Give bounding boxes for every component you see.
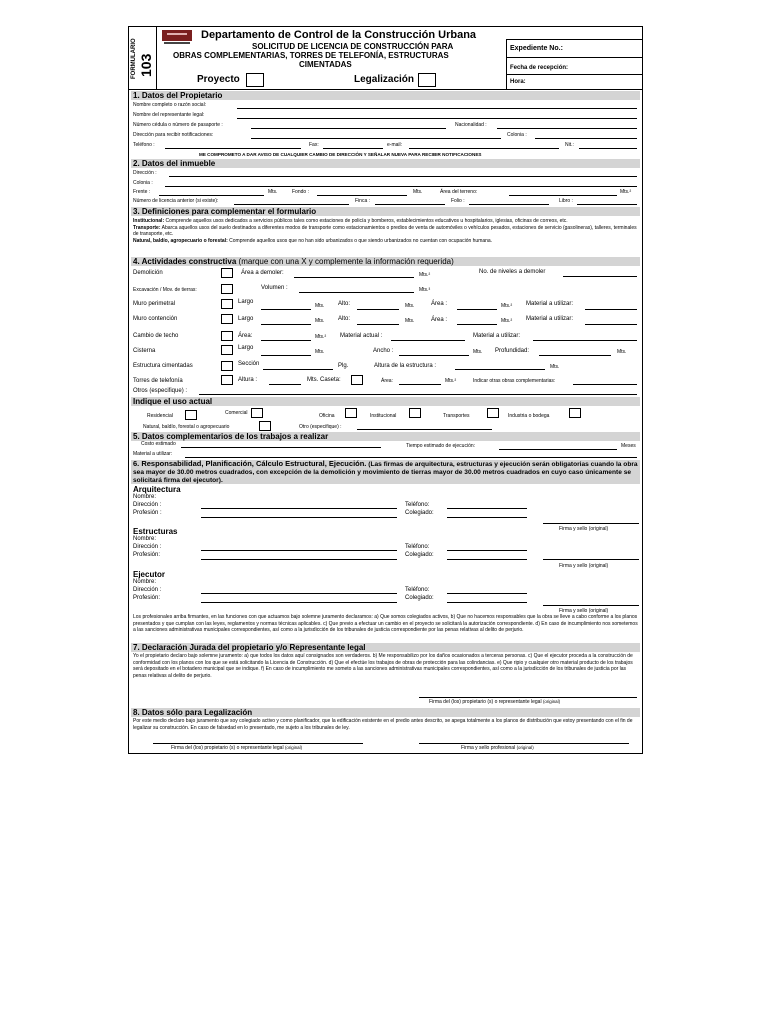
caseta-label: Mts. Caseta:: [307, 377, 341, 383]
section-2-title: 2. Datos del inmueble: [131, 159, 640, 168]
inmueble-colonia-label: Colonia :: [133, 180, 153, 186]
legalization-declaration: Por este medio declaro bajo juramento que soy colegiado activo y como planificador, que la edificación existente en el predio antes descrito, se apega totalmente a los planos de distribución que estoy presentando con el fin de legalizar su construcción. En caso de falsedad en lo presentado, me sujeto a los tribunales de ley.: [133, 718, 633, 731]
eje-profesion-label: Profesión:: [133, 595, 161, 601]
est-telefono-label: Teléfono:: [405, 544, 430, 550]
seccion-label: Sección: [238, 361, 260, 367]
ejecutor-heading: Ejecutor: [133, 570, 166, 579]
mc-material-field[interactable]: [585, 324, 637, 325]
institucional-label: Institucional: [370, 413, 397, 419]
ci-largo-unit: Mts.: [315, 349, 325, 355]
indicar-otras-field[interactable]: [573, 384, 637, 385]
ci-largo-field[interactable]: [261, 355, 311, 356]
oficina-checkbox[interactable]: [345, 408, 357, 418]
comercial-label: Comercial: [225, 410, 248, 416]
arq-profesion-field[interactable]: [201, 517, 397, 518]
arq-colegiado-label: Colegiado:: [405, 510, 434, 516]
mp-area-unit: Mts.²: [501, 303, 513, 309]
comercial-checkbox[interactable]: [251, 408, 263, 418]
est-profesion-field[interactable]: [201, 559, 397, 560]
area-terreno-field[interactable]: [509, 195, 617, 196]
area-demoler-unit: Mts.²: [419, 272, 431, 278]
profundidad-unit: Mts.: [617, 349, 627, 355]
representante-field[interactable]: [237, 118, 637, 119]
area-terreno-mts2: Mts.²: [620, 189, 632, 195]
estructura-checkbox[interactable]: [221, 361, 233, 371]
licencia-anterior-field[interactable]: [234, 204, 349, 205]
section-6-title: 6. Responsabilidad, Planificación, Cálculo Estructural, Ejecución. (Las firmas de arquitectura, estructuras y ejecución serán obligatorias cuando la obra sea mayor de 30.00 metros cuadrados, con excepción de la demolición y movimiento de tierras mayor de 30.00 metros cuadrados en cuyo caso únicamente se solicitará firma del ejecutor).: [131, 460, 640, 484]
caseta-area-field[interactable]: [399, 384, 441, 385]
legalizacion-label: Legalización: [354, 74, 415, 85]
legal-prof-firma-label: Firma y sello profesional (original): [461, 745, 534, 751]
eje-nombre-label: Nombre:: [133, 579, 157, 585]
arquitectura-heading: Arquitectura: [133, 485, 181, 494]
inmueble-colonia-field[interactable]: [165, 186, 637, 187]
profundidad-field[interactable]: [539, 355, 611, 356]
fondo-mts: Mts.: [413, 189, 423, 195]
area-demoler-label: Área a demoler:: [241, 270, 284, 276]
otros-label: Otros (especifique) :: [133, 388, 188, 394]
header-title: Departamento de Control de la Construcción Urbana: [201, 29, 477, 41]
demolicion-checkbox[interactable]: [221, 268, 233, 278]
nit-label: Nit.:: [565, 142, 574, 148]
mc-material-label: Material a utilizar:: [526, 316, 574, 322]
folio-field[interactable]: [469, 204, 549, 205]
est-profesion-label: Profesión:: [133, 552, 161, 558]
email-field[interactable]: [409, 148, 559, 149]
ancho-field[interactable]: [399, 355, 469, 356]
fax-field[interactable]: [323, 148, 383, 149]
mp-largo-label: Largo: [238, 299, 254, 305]
folio-label: Folio :: [451, 198, 465, 204]
est-direccion-label: Dirección :: [133, 544, 162, 550]
fondo-label: Fondo :: [292, 189, 309, 195]
arq-profesion-label: Profesión :: [133, 510, 162, 516]
seccion-field[interactable]: [263, 369, 333, 370]
colonia-label: Colonia :: [507, 132, 527, 138]
header-subtitle-3: CIMENTADAS: [299, 60, 352, 69]
volumen-field[interactable]: [299, 292, 414, 293]
arq-firma-label: Firma y sello (original): [559, 526, 609, 532]
nacionalidad-label: Nacionalidad :: [455, 122, 487, 128]
eje-telefono-field[interactable]: [447, 593, 527, 594]
arq-telefono-field[interactable]: [447, 508, 527, 509]
mp-alto-label: Alto:: [338, 301, 351, 307]
inmueble-direccion-label: Dirección :: [133, 170, 157, 176]
mc-area-field[interactable]: [457, 324, 497, 325]
legalizacion-checkbox[interactable]: [418, 73, 436, 87]
header-right-divider: [506, 39, 507, 89]
volumen-label: Volumen :: [261, 285, 288, 291]
caseta-area-label: Área:: [381, 378, 393, 384]
demolicion-label: Demolición: [133, 270, 163, 276]
transportes-checkbox[interactable]: [487, 408, 499, 418]
meses-label: Meses: [621, 443, 636, 449]
direccion-notif-field[interactable]: [251, 138, 501, 139]
mp-area-field[interactable]: [457, 309, 497, 310]
libro-field[interactable]: [577, 204, 637, 205]
definitions-text: Institucional: Comprende aquellos usos dedicados a servicios públicos tales como estaciones de policía y bomberos, establecimientos educativos u hospitalarios, iglesias, oficinas de correos, etc. Transporte: Abarca aquellos usos del suelo destinados a diferentes modos de transporte como estacionamientos o predios de venta de automóviles o vehículos pesados, estaciones de servicio (gasolineras), talleres, terminales de transporte, etc. Natural, baldío, agropecuario o forestal: Comprende aquellos usos que no han sido urbanizados o que siendo urbanizados no cuentan con ocupación humana.: [133, 218, 637, 244]
altura-estructura-unit: Mts.: [550, 364, 560, 370]
altura-field[interactable]: [269, 384, 301, 385]
nit-field[interactable]: [579, 148, 637, 149]
est-telefono-field[interactable]: [447, 550, 527, 551]
est-firma-label: Firma y sello (original): [559, 563, 609, 569]
section-1-title: 1. Datos del Propietario: [131, 91, 640, 100]
ct-area-unit: Mts.²: [315, 334, 327, 340]
residencial-label: Residencial: [147, 413, 173, 419]
plg-label: Plg.: [338, 363, 349, 369]
eje-profesion-field[interactable]: [201, 602, 397, 603]
cedula-field[interactable]: [251, 128, 446, 129]
libro-label: Libro :: [559, 198, 573, 204]
cisterna-label: Cisterna: [133, 348, 156, 354]
excavacion-checkbox[interactable]: [221, 284, 233, 294]
cambio-techo-checkbox[interactable]: [221, 331, 233, 341]
section-7-title: 7. Declaración Jurada del propietario y/o Representante legal: [131, 643, 640, 652]
eje-direccion-label: Dirección :: [133, 587, 162, 593]
eje-firma-field[interactable]: [543, 605, 639, 606]
section-8-title: 8. Datos sólo para Legalización: [131, 708, 640, 717]
area-terreno-label: Área del terreno:: [440, 189, 478, 195]
tiempo-field[interactable]: [499, 449, 617, 450]
otros-field[interactable]: [199, 394, 637, 395]
mc-alto-unit: Mts.: [405, 318, 415, 324]
ct-area-field[interactable]: [261, 340, 311, 341]
address-change-notice: ME COMPROMETO A DAR AVISO DE CUALQUIER CAMBIO DE DIRECCIÓN Y SEÑALAR NUEVA PARA RECIBIR NOTIFICACIONES: [199, 152, 482, 157]
arq-colegiado-field[interactable]: [447, 517, 527, 518]
tiempo-label: Tiempo estimado de ejecución:: [406, 443, 476, 449]
email-label: e-mail:: [387, 142, 403, 148]
telefono-field[interactable]: [165, 148, 301, 149]
frente-field[interactable]: [159, 195, 264, 196]
arq-telefono-label: Teléfono:: [405, 502, 430, 508]
est-colegiado-field[interactable]: [447, 559, 527, 560]
ancho-label: Ancho :: [373, 348, 394, 354]
form-number: 103: [138, 53, 154, 77]
mc-alto-label: Alto:: [338, 316, 351, 322]
mp-material-label: Material a utilizar:: [526, 301, 574, 307]
section-3-title: 3. Definiciones para complementar el formulario: [131, 207, 640, 216]
institucional-checkbox[interactable]: [409, 408, 421, 418]
transportes-label: Transportes: [443, 413, 470, 419]
otro-uso-label: Otro (especifique) :: [299, 424, 342, 430]
mc-largo-label: Largo: [238, 316, 254, 322]
muro-perimetral-label: Muro perimetral: [133, 301, 176, 307]
mp-largo-unit: Mts.: [315, 303, 325, 309]
header-subtitle-1: SOLICITUD DE LICENCIA DE CONSTRUCCIÓN PARA: [252, 42, 454, 51]
mc-largo-unit: Mts.: [315, 318, 325, 324]
section-4-title: 4. Actividades constructiva (marque con una X y complemente la información requerida): [131, 257, 640, 266]
header-subtitle-2: OBRAS COMPLEMENTARIAS, TORRES DE TELEFONÍA, ESTRUCTURAS: [173, 51, 449, 60]
indicar-otras-label: Indicar otras obras complementarias:: [473, 378, 556, 384]
cambio-techo-label: Cambio de techo: [133, 333, 179, 339]
formulario-label: FORMULARIO: [131, 38, 137, 79]
mc-area-label: Área :: [431, 317, 448, 323]
owner-declaration: Yo el propietario declaro bajo solemne juramento: a) que todos los datos aquí consignados son verdaderos. b) Me responsabilizo por los daños ocasionados a terceras personas. c) Que el ejecutor proceda a la construcción de conformidad con los planos con los que se está solicitando la Licencia de Construcción. d) Que el efectúe los trabajos de obras de protección para las colindancias. e) Que ripio y cualquier otro material producto de los trabajos será depositado en el botadero municipal que se indique. f) En caso de incumplimiento me someto a las sanciones administrativas municipales correspondientes, así como a la jurisdicción de los tribunales de justicia por las penas relativas al delito de perjurio.: [133, 653, 633, 679]
eje-telefono-label: Teléfono:: [405, 587, 430, 593]
est-colegiado-label: Colegiado:: [405, 552, 434, 558]
colonia-field[interactable]: [535, 138, 637, 139]
ct-material-field[interactable]: [533, 340, 637, 341]
oficina-label: Oficina: [319, 413, 335, 419]
altura-label: Altura :: [238, 377, 258, 383]
representante-label: Nombre del representante legal:: [133, 112, 205, 118]
caseta-area-unit: Mts.²: [445, 378, 457, 384]
material-actual-label: Material actual :: [340, 333, 383, 339]
nacionalidad-field[interactable]: [497, 128, 637, 129]
altura-estructura-label: Altura de la estructura :: [374, 363, 437, 369]
est-nombre-label: Nombre:: [133, 536, 157, 542]
volumen-unit: Mts.³: [419, 287, 431, 293]
excavacion-label: Excavación / Mov. de tierras:: [133, 287, 197, 293]
natural-checkbox[interactable]: [259, 421, 271, 431]
uso-actual-title: Indique el uso actual: [131, 397, 640, 406]
industria-checkbox[interactable]: [569, 408, 581, 418]
est-direccion-field[interactable]: [201, 550, 397, 551]
ct-area-label: Área:: [238, 333, 253, 339]
cedula-label: Número cédula o número de pasaporte :: [133, 122, 223, 128]
torres-label: Torres de telefonía: [133, 378, 183, 384]
direccion-notif-label: Dirección para recibir notificaciones:: [133, 132, 214, 138]
professionals-declaration: Los profesionales arriba firmantes, en las funciones con que actuamos bajo solemne juramento declaramos: a) Que somos colegiados activos, b) Que no hacemos responsables que la obra se lleve a cabo conforme a los planos presentados y que cumplan con las leyes, reglamentos y normas técnicas aplicables. c) Que previo a efectuar un cambio en el proyecto se solicitará la autorización correspondiente. d) En caso de incumplimiento nos sometemos a las sanciones administrativas municipales correspondientes, así como a la jurisdicción de los tribunales de justicia correspondiente por las penas relativas al delito de perjurio.: [133, 614, 638, 633]
mc-largo-field[interactable]: [261, 324, 311, 325]
inmueble-direccion-field[interactable]: [169, 176, 637, 177]
profundidad-label: Profundidad:: [495, 348, 530, 354]
mp-alto-field[interactable]: [357, 309, 399, 310]
area-demoler-field[interactable]: [294, 277, 414, 278]
eje-direccion-field[interactable]: [201, 593, 397, 594]
fondo-field[interactable]: [317, 195, 407, 196]
residencial-checkbox[interactable]: [185, 410, 197, 420]
mp-largo-field[interactable]: [261, 309, 311, 310]
mp-area-label: Área :: [431, 301, 448, 307]
material-label: Material a utilizar:: [133, 451, 173, 457]
ancho-unit: Mts.: [473, 349, 483, 355]
otro-uso-field[interactable]: [357, 429, 492, 430]
muro-perimetral-checkbox[interactable]: [221, 299, 233, 309]
estructuras-heading: Estructuras: [133, 527, 178, 536]
eje-firma-label: Firma y sello (original): [559, 608, 609, 614]
form-page: [128, 26, 643, 754]
frente-label: Frente :: [133, 189, 151, 195]
nombre-field[interactable]: [237, 108, 637, 109]
mc-alto-field[interactable]: [357, 324, 399, 325]
estructura-label: Estructura cimentadas: [133, 363, 193, 369]
muro-contencion-checkbox[interactable]: [221, 314, 233, 324]
arq-firma-field[interactable]: [543, 523, 639, 524]
owner-firma-field[interactable]: [419, 697, 637, 698]
industria-label: Industria o bodega: [508, 413, 550, 419]
ci-largo-label: Largo: [238, 345, 254, 351]
eje-colegiado-field[interactable]: [447, 602, 527, 603]
fecha-recepcion-label: Fecha de recepción:: [510, 65, 569, 71]
altura-estructura-field[interactable]: [455, 369, 545, 370]
hora-label: Hora:: [510, 79, 526, 85]
owner-firma-label: Firma del (los) propietario (s) o representante legal (original): [429, 699, 561, 705]
est-firma-field[interactable]: [543, 559, 639, 560]
muro-contencion-label: Muro contención: [133, 316, 178, 322]
arq-direccion-field[interactable]: [201, 508, 397, 509]
torres-checkbox[interactable]: [221, 375, 233, 385]
mc-area-unit: Mts.²: [501, 318, 513, 324]
proyecto-checkbox[interactable]: [246, 73, 264, 87]
material-actual-field[interactable]: [391, 340, 465, 341]
niveles-field[interactable]: [563, 276, 637, 277]
mp-alto-unit: Mts.: [405, 303, 415, 309]
costo-label: Costo estimado: [141, 441, 176, 447]
natural-label: Natural, baldío, forestal o agropecuario: [143, 424, 230, 430]
arq-nombre-label: Nombre:: [133, 494, 157, 500]
arq-direccion-label: Dirección :: [133, 502, 162, 508]
caseta-checkbox[interactable]: [351, 375, 363, 385]
finca-label: Finca :: [355, 198, 371, 204]
expediente-label: Expediente No.:: [510, 45, 563, 52]
cisterna-checkbox[interactable]: [221, 345, 233, 355]
costo-field[interactable]: [181, 447, 381, 448]
side-divider: [156, 27, 157, 89]
legal-prof-firma-field[interactable]: [419, 743, 629, 744]
legal-owner-firma-field[interactable]: [153, 743, 363, 744]
mp-material-field[interactable]: [585, 309, 637, 310]
niveles-label: No. de niveles a demoler: [479, 269, 546, 275]
material-field[interactable]: [185, 457, 637, 458]
nombre-label: Nombre completo o razón social:: [133, 102, 207, 108]
municipal-logo: [162, 30, 192, 46]
licencia-anterior-label: Número de licencia anterior (si existe):: [133, 198, 219, 204]
frente-mts: Mts.: [268, 189, 278, 195]
proyecto-label: Proyecto: [197, 74, 240, 85]
fax-label: Fax:: [309, 142, 319, 148]
telefono-label: Teléfono :: [133, 142, 155, 148]
section-5-title: 5. Datos complementarios de los trabajos a realizar: [131, 432, 640, 441]
legal-owner-firma-label: Firma del (los) propietario (s) o representante legal (original): [171, 745, 303, 751]
finca-field[interactable]: [375, 204, 445, 205]
ct-material-label: Material a utilizar:: [473, 333, 521, 339]
eje-colegiado-label: Colegiado:: [405, 595, 434, 601]
